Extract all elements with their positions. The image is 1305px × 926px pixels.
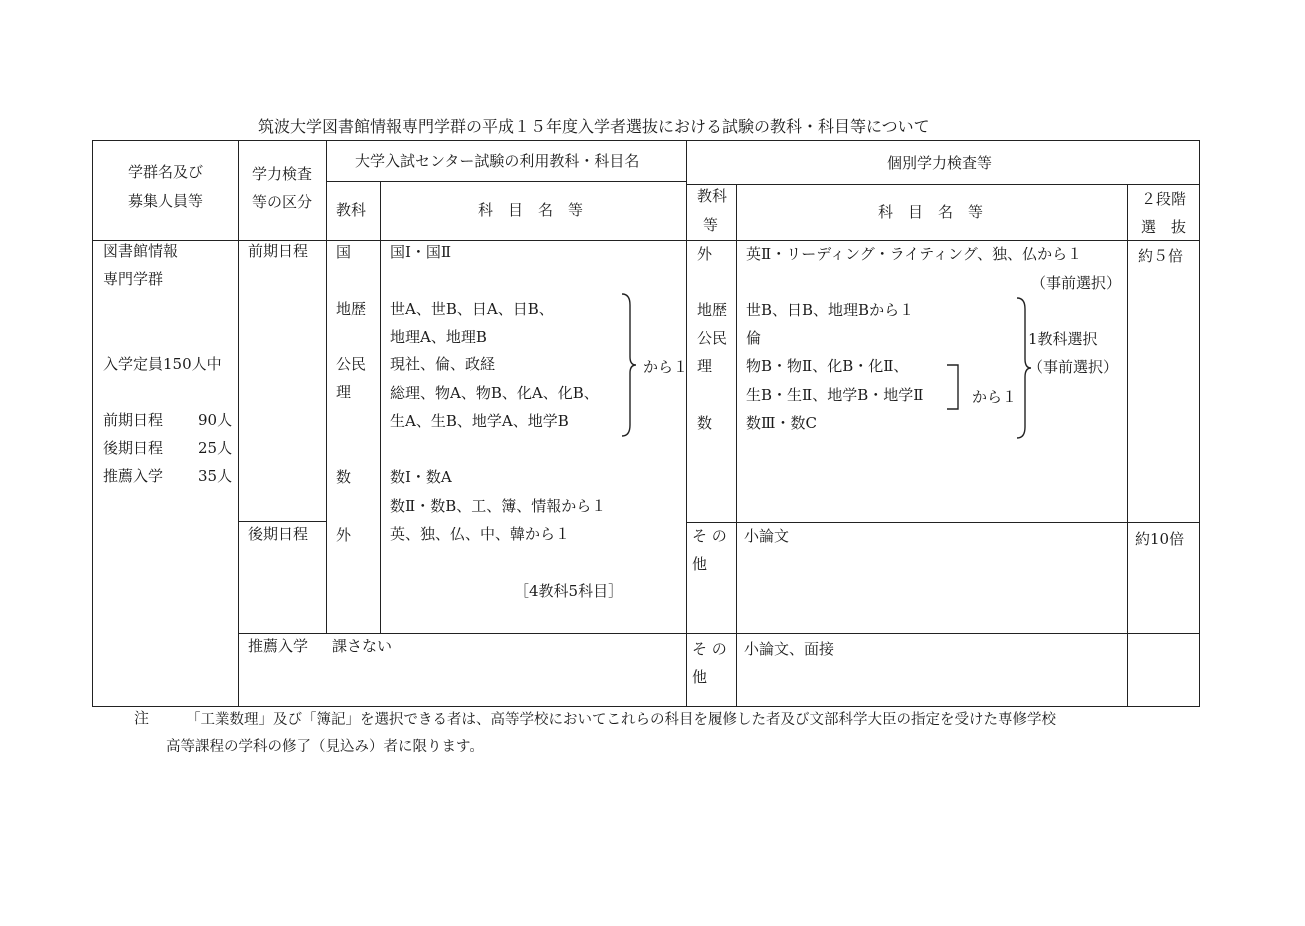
- indiv-course: 倫: [746, 329, 762, 347]
- center-subject: 数: [336, 468, 352, 486]
- rule: [686, 140, 687, 707]
- center-subject: 地歴: [336, 300, 367, 318]
- indiv-course: 生B・生Ⅱ、地学B・地学Ⅱ: [746, 386, 924, 404]
- center-course: 国Ⅰ・国Ⅱ: [390, 243, 452, 261]
- division-recommend: 推薦入学: [248, 637, 309, 655]
- school-name-2: 専門学群: [103, 270, 164, 288]
- indiv-late-subject-1: そ の: [692, 527, 727, 545]
- rule: [238, 633, 1200, 634]
- indiv-choose-one: から１: [972, 388, 1018, 406]
- division-late: 後期日程: [248, 525, 309, 543]
- indiv-rec-course: 小論文、面接: [744, 640, 835, 658]
- rule: [686, 522, 1200, 523]
- indiv-late-subject-2: 他: [692, 555, 708, 573]
- indiv-rec-subject-1: そ の: [692, 640, 727, 658]
- center-course: 数Ⅰ・数A: [390, 468, 452, 486]
- rule: [1127, 184, 1128, 707]
- quota-num-early: 90人: [198, 411, 233, 429]
- rule: [326, 140, 327, 633]
- center-subject: 国: [336, 243, 352, 261]
- center-course: 数Ⅱ・数B、工、簿、情報から１: [390, 497, 607, 515]
- center-subject: 外: [336, 526, 352, 544]
- header-school-2: 募集人員等: [128, 192, 204, 210]
- school-name-1: 図書館情報: [103, 242, 179, 260]
- header-division-1: 学力検査: [252, 165, 313, 183]
- indiv-pre-select-2: （事前選択）: [1028, 358, 1119, 376]
- center-subject: 理: [336, 383, 352, 401]
- header-center-subject: 教科: [336, 201, 367, 219]
- header-stage2-1: ２段階: [1141, 190, 1187, 208]
- header-division-2: 等の区分: [252, 193, 313, 211]
- bracket-science: [946, 364, 966, 410]
- note-line-2: 高等課程の学科の修了（見込み）者に限ります。: [166, 739, 484, 755]
- header-center-course: 科 目 名 等: [478, 201, 584, 219]
- indiv-subject: 数: [697, 414, 713, 432]
- center-course: 生A、生B、地学A、地学B: [390, 412, 569, 430]
- header-indiv-subject-2: 等: [703, 216, 719, 234]
- rule: [238, 140, 239, 707]
- indiv-subject: 地歴: [697, 301, 728, 319]
- header-center-test: 大学入試センター試験の利用教科・科目名: [355, 152, 640, 170]
- indiv-course: 数Ⅲ・数C: [746, 414, 817, 432]
- header-school-1: 学群名及び: [128, 163, 204, 181]
- center-course: 現社、倫、政経: [390, 355, 496, 373]
- header-indiv-course: 科 目 名 等: [878, 203, 984, 221]
- stage2-late: 約10倍: [1135, 530, 1185, 548]
- note-line-1: 「工業数理」及び「簿記」を選択できる者は、高等学校においてこれらの科目を履修した者及び文部科学大臣の指定を受けた専修学校: [186, 712, 1056, 728]
- center-recommend: 課さない: [332, 637, 393, 655]
- indiv-rec-subject-2: 他: [692, 668, 708, 686]
- brace-center: [620, 293, 640, 437]
- rule: [238, 521, 326, 522]
- rule: [736, 184, 737, 707]
- division-early: 前期日程: [248, 242, 309, 260]
- quota-label-recommend: 推薦入学: [103, 467, 164, 485]
- quota-label-early: 前期日程: [103, 411, 164, 429]
- header-indiv-subject-1: 教科: [697, 187, 728, 205]
- stage2-early: 約５倍: [1138, 247, 1184, 265]
- indiv-course: 世B、日B、地理Bから１: [746, 301, 915, 319]
- center-course: 世A、世B、日A、日B、: [390, 300, 554, 318]
- quota-num-recommend: 35人: [198, 467, 233, 485]
- header-stage2-2: 選 抜: [1141, 218, 1187, 236]
- center-course: 総理、物A、物B、化A、化B、: [390, 384, 599, 402]
- indiv-pre-select: （事前選択）: [1031, 274, 1122, 292]
- header-individual: 個別学力検査等: [887, 154, 993, 172]
- indiv-subject: 理: [697, 357, 713, 375]
- rule: [92, 240, 1200, 241]
- rule: [686, 184, 1200, 185]
- center-choose-one: から１: [643, 358, 689, 376]
- center-subject: 公民: [336, 355, 367, 373]
- center-course: 地理A、地理B: [390, 328, 487, 346]
- rule: [380, 181, 381, 633]
- center-total: ［4教科5科目］: [514, 582, 624, 600]
- indiv-subject: 公民: [697, 329, 728, 347]
- indiv-course: 物B・物Ⅱ、化B・化Ⅱ、: [746, 357, 909, 375]
- page-title: 筑波大学図書館情報専門学群の平成１５年度入学者選抜における試験の教科・科目等について: [258, 117, 930, 136]
- indiv-late-course: 小論文: [744, 527, 790, 545]
- indiv-subject: 外: [697, 245, 713, 263]
- indiv-one-subject-select: 1教科選択: [1028, 330, 1098, 348]
- indiv-course: 英Ⅱ・リーディング・ライティング、独、仏から１: [746, 245, 1083, 263]
- quota-label-late: 後期日程: [103, 439, 164, 457]
- school-capacity: 入学定員150人中: [103, 355, 222, 373]
- note-label: 注: [134, 709, 150, 727]
- center-course: 英、独、仏、中、韓から１: [390, 525, 571, 543]
- quota-num-late: 25人: [198, 439, 233, 457]
